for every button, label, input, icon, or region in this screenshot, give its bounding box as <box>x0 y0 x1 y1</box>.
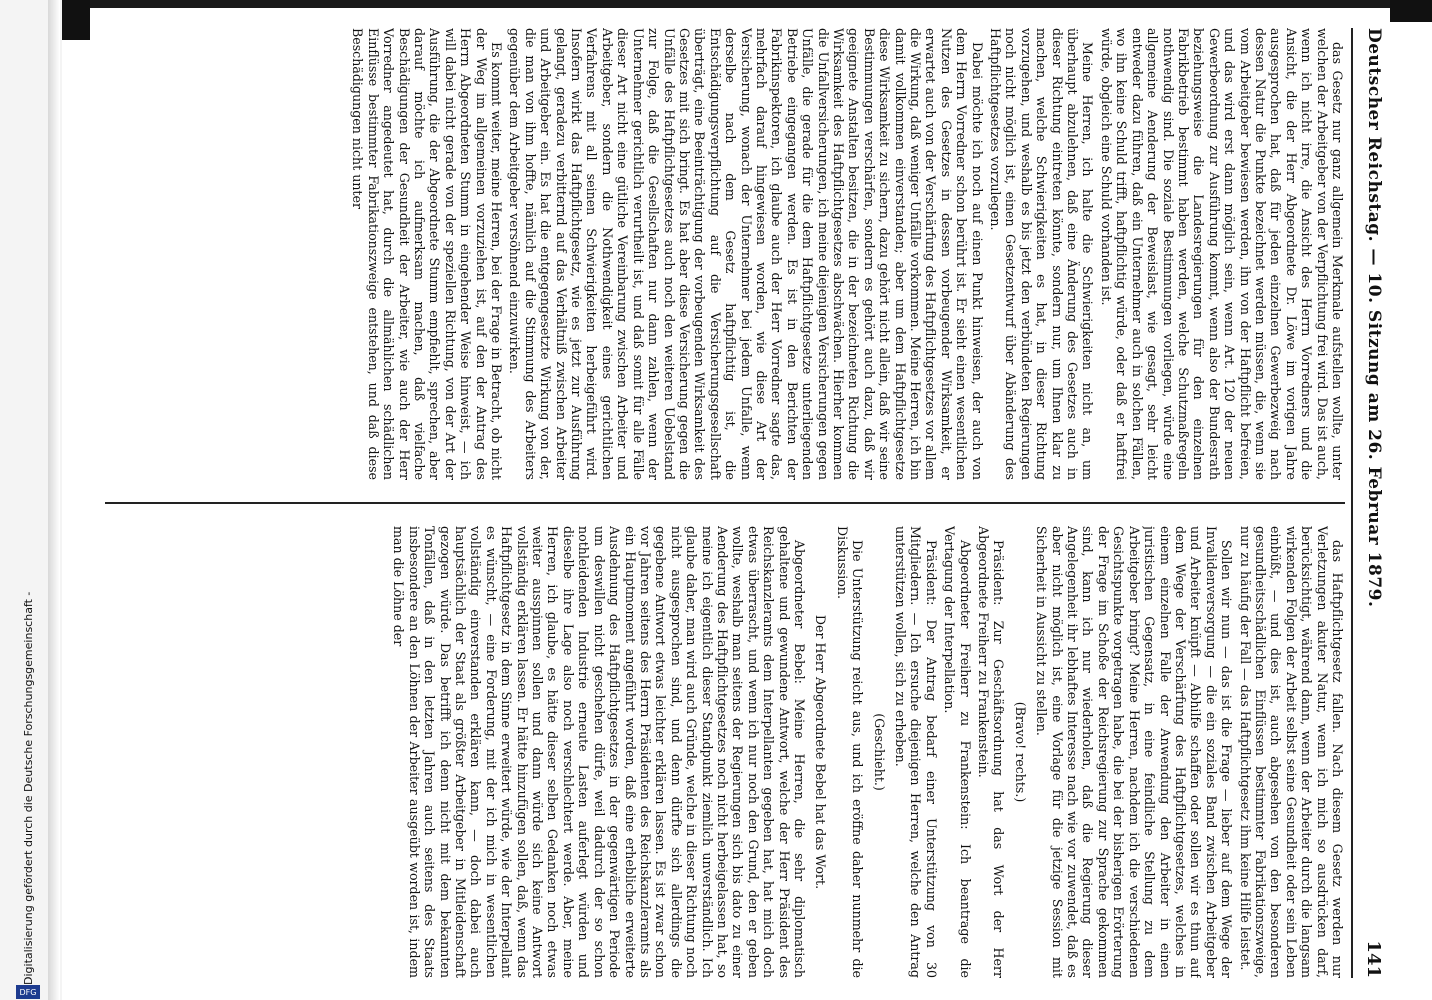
rotated-page-content <box>95 28 1395 978</box>
paragraph: Dabei möchte ich noch auf einen Punkt hinweisen, der auch von dem Herrn Vorredner schon berührt ist. Er sieht einen wesentlichen Nutzen des Gesetzes in dessen vorbeugender Wirksamkeit, er erwartet auch von der Verschärfung des Haftpflichtgesetzes vor allem die Wirkung, daß weniger Unfälle vorkommen. Meine Herren, ich bin damit vollkommen einverstanden; aber um dem Haftpflichtgesetze diese Wirksamkeit zu sichern, dazu gehört nicht allein, daß wir seine Bestimmungen verschärfen, sondern es gehört auch dazu, daß wir geeignete Anstalten besitzen, die in der bezeichneten Richtung die Wirksamkeit des Haftpflichtgesetzes abschwächen. Hierher kommen die Unfallversicherungen, ich meine diejenigen Versicherungen gegen Unfälle, die gerade für die dem Haftpflichtgesetze unterliegenden Betriebe eingegangen werden. Es ist in den Berichten der Fabrikinspektoren, ich glaube auch der Herr Vorredner sagte das, mehrfach darauf hingewiesen worden, wie diese Art der Versicherung, wonach der Unternehmer bei jedem Unfalle, wenn derselbe nach dem Gesetz haftpflichtig ist, die Entschädigungsverpflichtung auf die Versicherungsgesellschaft überträgt, eine Beeinträchtigung der vorbeugenden Wirksamkeit des Gesetzes mit sich bringt. Es hat aber diese Versicherung gegen die Unfälle des Haftpflichtgesetzes auch noch den weiteren Uebelstand zur Folge, daß die Gesellschaften nur dann zahlen, wenn der Unternehmer gerichtlich verurtheilt ist, und daß somit für alle Fälle dieser Art nicht eine gütliche Vereinbarung zwischen Arbeiter und Arbeitgeber, sondern die Nothwendigkeit eines gerichtlichen Verfahrens mit all seinen Schwierigkeiten herbeigeführt wird. Insofern wirkt das Haftpflichtgesetz, wie es jetzt zur Ausführung gelangt, geradezu verbitternd auf das Verhältniß zwischen Arbeiter und Arbeitgeber ein. Es hat die entgegengesetzte Wirkung von der, die man von ihm hoffte, nämlich auf die Stimmung des Arbeiters gegenüber dem Arbeitgeber versöhnend einzuwirken. <box>507 28 985 480</box>
scanner-corner-shadow-right <box>1390 0 1432 22</box>
document-page <box>95 28 1395 978</box>
speaker-announcement: Der Herr Abgeordnete Bebel hat das Wort. <box>813 614 829 890</box>
paragraph: Die Unterstützung reicht aus, und ich eröffne daher nunmehr die Diskussion. <box>834 526 866 978</box>
scanner-border-top <box>0 0 1432 8</box>
paragraph: Präsident: Zur Geschäftsordnung hat das Wort der Herr Abgeordnete Freiherr zu Frankenstein. <box>976 526 1007 978</box>
page-fold-shadow <box>48 0 60 1000</box>
page-number: 141 <box>1363 940 1385 978</box>
stage-direction: (Bravo! rechts.) <box>1012 701 1028 803</box>
paragraph: Es kommt weiter, meine Herren, bei der Frage in Betracht, ob nicht der Weg im allgemeinen vorzuziehen ist, auf den der Antrag des Herrn Abgeordneten Stumm in eingehender Weise hinweist, — ich will dabei nicht gerade von der speziellen Richtung, von der Art der Ausführung, die der Abgeordnete Stumm empfiehlt, sprechen, aber darauf möchte ich aufmerksam machen, daß vielfache Beschädigungen der Gesundheit der Arbeiter, wie auch der Herr Vorredner angedeutet hat, durch die allmählichen schädlichen Einflüsse bestimmter Fabrikationszweige entstehen, und daß diese Beschädigungen nicht unter <box>350 28 505 480</box>
dfg-logo: DFG <box>16 985 40 999</box>
stage-direction: (Geschieht.) <box>871 713 887 791</box>
text-column-right <box>105 526 1345 978</box>
digitization-note: Digitalisierung gefördert durch die Deutsche Forschungsgemeinschaft - <box>22 591 35 985</box>
paragraph: das Gesetz nur ganz allgemein Merkmale aufstellen wollte, unter welchen der Arbeitgeber von der Verpflichtung frei wird. Das ist auch, wenn ich nicht irre, die Ansicht des Herrn Vorredners und die Ansicht, die der Herr Abgeordnete Dr. Löwe im vorigen Jahre ausgesprochen hat, daß für jeden einzelnen Gewerbezweig nach dessen Natur die Punkte bezeichnet werden müssen, die, wenn sie vom Arbeitgeber bewiesen werden, ihn von der Haftpflicht befreien, und das wird erst dann möglich sein, wenn Art. 120 der neuen Gewerbeordnung zur Ausführung kommt, wenn also der Bundesrath beziehungsweise die Landesregierungen für den einzelnen Fabrikbetrieb bestimmt haben werden, welche Schutzmaßregeln nothwendig sind. Die soziale Bestimmungen vorliegen, würde eine allgemeine Aenderung der Beweislast, wie gesagt, sehr leicht entweder dazu führen, daß ein Unternehmer auch in solchen Fällen, wo ihn keine Schuld trifft, haftpflichtig würde, oder daß er haftfrei würde, obgleich eine Schuld vorhanden ist. <box>1098 28 1345 480</box>
digitization-credit <box>0 0 40 1000</box>
paragraph: Abgeordneter Freiherr zu Frankenstein: Ich beantrage die Vertagung der Interpellation. <box>942 526 973 978</box>
page-header <box>1351 28 1395 978</box>
column-divider <box>105 502 1345 504</box>
paragraph: Abgeordneter Bebel: Meine Herren, die sehr diplomatisch gehaltene und gewundene Antwort, welche der Herr Präsident des Reichskanzleramts dem Interpellanten gegeben hat, hat mich doch etwas überrascht, und wenn ich nur noch den Grund, den er geben wollte, weshalb man seitens der Regierungen sich bis dato zu einer Aenderung des Haftpflichtgesetzes noch nicht herbeigelassen hat, so meine ich eigentlich dieser Standpunkt ziemlich unverständlich. Ich glaube daher, man wird auch Gründe, welche in dieser Richtung noch nicht ausgesprochen sind, und denn dürfte sich allerdings die gegebene Antwort etwas leichter erklären lassen. Es ist zwar schon vor Jahren seitens des Herrn Präsidenten des Reichskanzleramts als ein Hauptmoment angeführt worden, daß eine erhebliche erweiterte Ausdehnung des Haftpflichtgesetzes in der gegenwärtigen Periode um deswillen nicht geschehen dürfe, weil dadurch der so schon nothleidenden Industrie erneute Lasten auferlegt würden und dieselbe ihre Lage also noch verschlechtert werde. Aber, meine Herren, ich glaube, es hätte dieser selben Gedanken noch etwas weiter ausspinnen sollen und dann würde sich keine Antwort vollständig erklären lassen. Er hätte hinzufügen sollen, daß, wenn das Haftpflichtgesetz in dem Sinne erweitert würde, wie der Interpellant es wünscht, — eine Forderung, mit der ich mich in wesentlichen vollständig einverstanden erklären kann, — doch dabei auch hauptsächlich der Staat als größter Arbeitgeber in Mitleidenschaft gezogen würde. Das betrifft ich denn nicht mit dem bekannten Tonfällen, daß in den letzten Jahren auch seitens des Staats insbesondere an den Löhnen der Arbeiter ausgeübt worden ist, indem man die Löhne der <box>391 526 807 978</box>
text-column-left <box>105 28 1345 480</box>
paragraph: Sollen wir nun — das ist die Frage — lieber auf dem Wege der Invalidenversorgung — die ein soziales Band zwischen Arbeitgeber und Arbeiter knüpft — Abhilfe schaffen oder sollen wir es thun auf dem Wege der Verschärfung des Haftpflichtgesetzes, welches in einem einzelnen Falle der Anwendung den Arbeiter in einen juristischen Gegensatz, in eine feindliche Stellung zu dem Arbeitgeber bringt? Meine Herren, nachdem ich die verschiedenen Gesichtspunkte vorgetragen habe, die bei der bisherigen Erörterung der Frage im Schoße der Reichsregierung zur Sprache gekommen sind, kann ich nur wiederholen, daß die Regierung dieser Angelegenheit ihr lebhaftes Interesse nach wie vor zuwendet, daß es aber nicht möglich ist, eine Vorlage für die jetzige Session mit Sicherheit in Aussicht zu stellen. <box>1034 526 1235 978</box>
running-title: Deutscher Reichstag. — 10. Sitzung am 26. Februar 1879. <box>1364 28 1384 608</box>
paragraph: Meine Herren, ich halte die Schwierigkeiten nicht an, um überhaupt abzulehnen, daß eine Änderung des Gesetzes auch in dieser Richtung eintreten könnte, sondern nur, um Ihnen klar zu machen, welche Schwierigkeiten es hat, in dieser Richtung vorzugehen, und weshalb es bis jetzt den verbündeten Regierungen noch nicht möglich ist, einen Gesetzentwurf über Abänderung des Haftpflichtgesetzes vorzulegen. <box>988 28 1096 480</box>
paragraph: Präsident: Der Antrag bedarf einer Unterstützung von 30 Mitgliedern. — Ich ersuche diejenigen Herren, welche den Antrag unterstützen wollen, sich zu erheben. <box>893 526 939 978</box>
paragraph: das Haftpflichtgesetz fallen. Nach diesem Gesetz werden nur Verletzungen akuter Natur, wenn ich mich so ausdrücken darf, berücksichtigt, während dann, wenn der Arbeiter durch die langsam wirkenden Folgen der Arbeit selbst seine Gesundheit oder sein Leben einbüßt, — und dies ist, auch abgesehen von den besonderen gesundheitsschädlichen Einflüssen bestimmter Fabrikationszweige, nur zu häufig der Fall — das Haftpflichtgesetz ihm keine Hilfe leistet. <box>1237 526 1345 978</box>
